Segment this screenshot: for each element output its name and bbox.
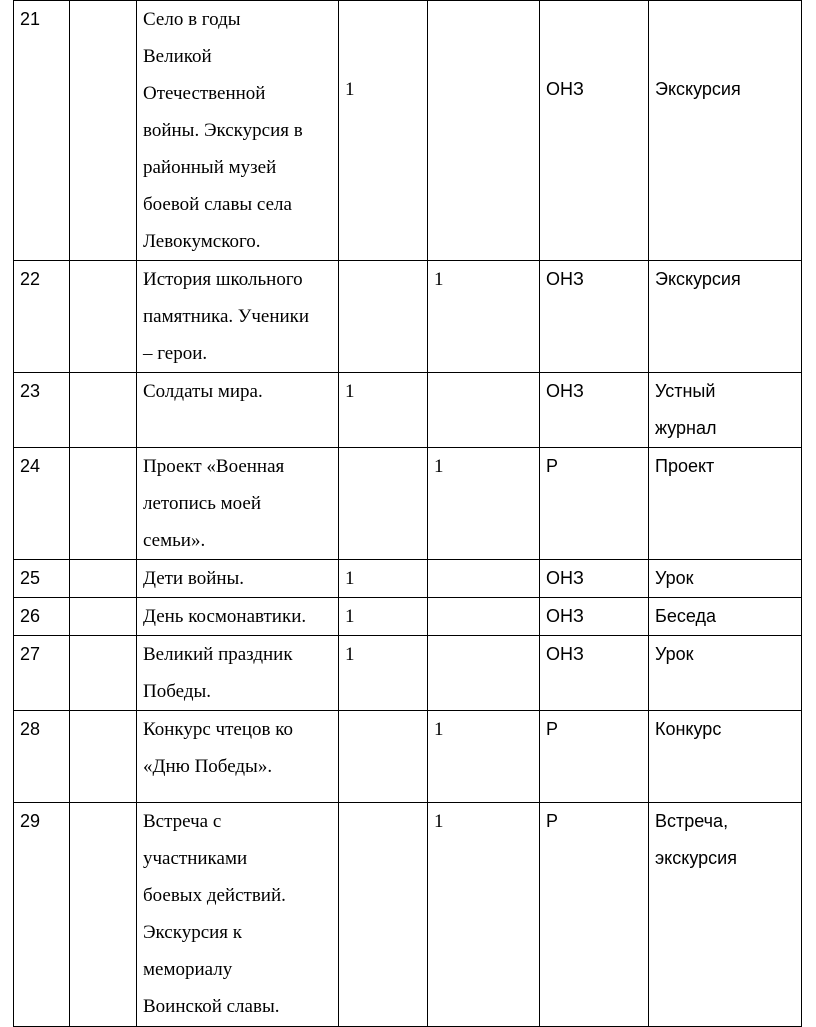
lesson-form: Конкурс [649,711,802,803]
theory-hours [339,448,428,560]
theory-hours [339,711,428,803]
practice-hours [428,560,540,598]
lesson-type: ОНЗ [540,636,649,711]
empty-cell [70,711,137,803]
empty-cell [70,448,137,560]
topic-cell: История школьного памятника. Ученики – герои. [137,261,339,373]
lesson-form: Устный журнал [649,373,802,448]
practice-hours [428,598,540,636]
row-number: 22 [14,261,70,373]
table-row [14,711,802,803]
practice-hours [428,1,540,261]
row-number: 29 [14,803,70,1027]
theory-hours: 1 [339,636,428,711]
theory-hours: 1 [339,560,428,598]
theory-hours: 1 [339,1,428,261]
topic-cell: Конкурс чтецов ко «Дню Победы». [137,711,339,803]
table-row [14,598,802,636]
table-row [14,560,802,598]
table-row [14,636,802,711]
topic-cell: День космонавтики. [137,598,339,636]
table-row [14,448,802,560]
theory-hours [339,261,428,373]
lesson-form: Проект [649,448,802,560]
row-number: 23 [14,373,70,448]
lesson-form: Урок [649,560,802,598]
topic-cell: Дети войны. [137,560,339,598]
table-row [14,803,802,1027]
row-number: 24 [14,448,70,560]
topic-cell: Село в годы Великой Отечественной войны. Экскурсия в районный музей боевой славы села Левокумского. [137,1,339,261]
lesson-plan-table [13,0,802,1027]
row-number: 21 [14,1,70,261]
practice-hours: 1 [428,448,540,560]
theory-hours: 1 [339,373,428,448]
lesson-type: ОНЗ [540,373,649,448]
empty-cell [70,560,137,598]
theory-hours: 1 [339,598,428,636]
practice-hours: 1 [428,261,540,373]
empty-cell [70,373,137,448]
lesson-form: Экскурсия [649,261,802,373]
lesson-type: Р [540,803,649,1027]
lesson-type: ОНЗ [540,261,649,373]
practice-hours: 1 [428,711,540,803]
table-row [14,373,802,448]
lesson-type: ОНЗ [540,598,649,636]
lesson-form: Беседа [649,598,802,636]
lesson-type: Р [540,448,649,560]
empty-cell [70,1,137,261]
empty-cell [70,803,137,1027]
practice-hours: 1 [428,803,540,1027]
practice-hours [428,636,540,711]
lesson-type: Р [540,711,649,803]
topic-cell: Встреча с участниками боевых действий. Экскурсия к мемориалу Воинской славы. [137,803,339,1027]
row-number: 27 [14,636,70,711]
empty-cell [70,636,137,711]
empty-cell [70,598,137,636]
lesson-form: Встреча, экскурсия [649,803,802,1027]
row-number: 25 [14,560,70,598]
row-number: 28 [14,711,70,803]
lesson-type: ОНЗ [540,1,649,261]
lesson-type: ОНЗ [540,560,649,598]
table-row [14,1,802,261]
topic-cell: Проект «Военная летопись моей семьи». [137,448,339,560]
theory-hours [339,803,428,1027]
lesson-form: Экскурсия [649,1,802,261]
practice-hours [428,373,540,448]
topic-cell: Великий праздник Победы. [137,636,339,711]
topic-cell: Солдаты мира. [137,373,339,448]
table-row [14,261,802,373]
empty-cell [70,261,137,373]
row-number: 26 [14,598,70,636]
lesson-form: Урок [649,636,802,711]
